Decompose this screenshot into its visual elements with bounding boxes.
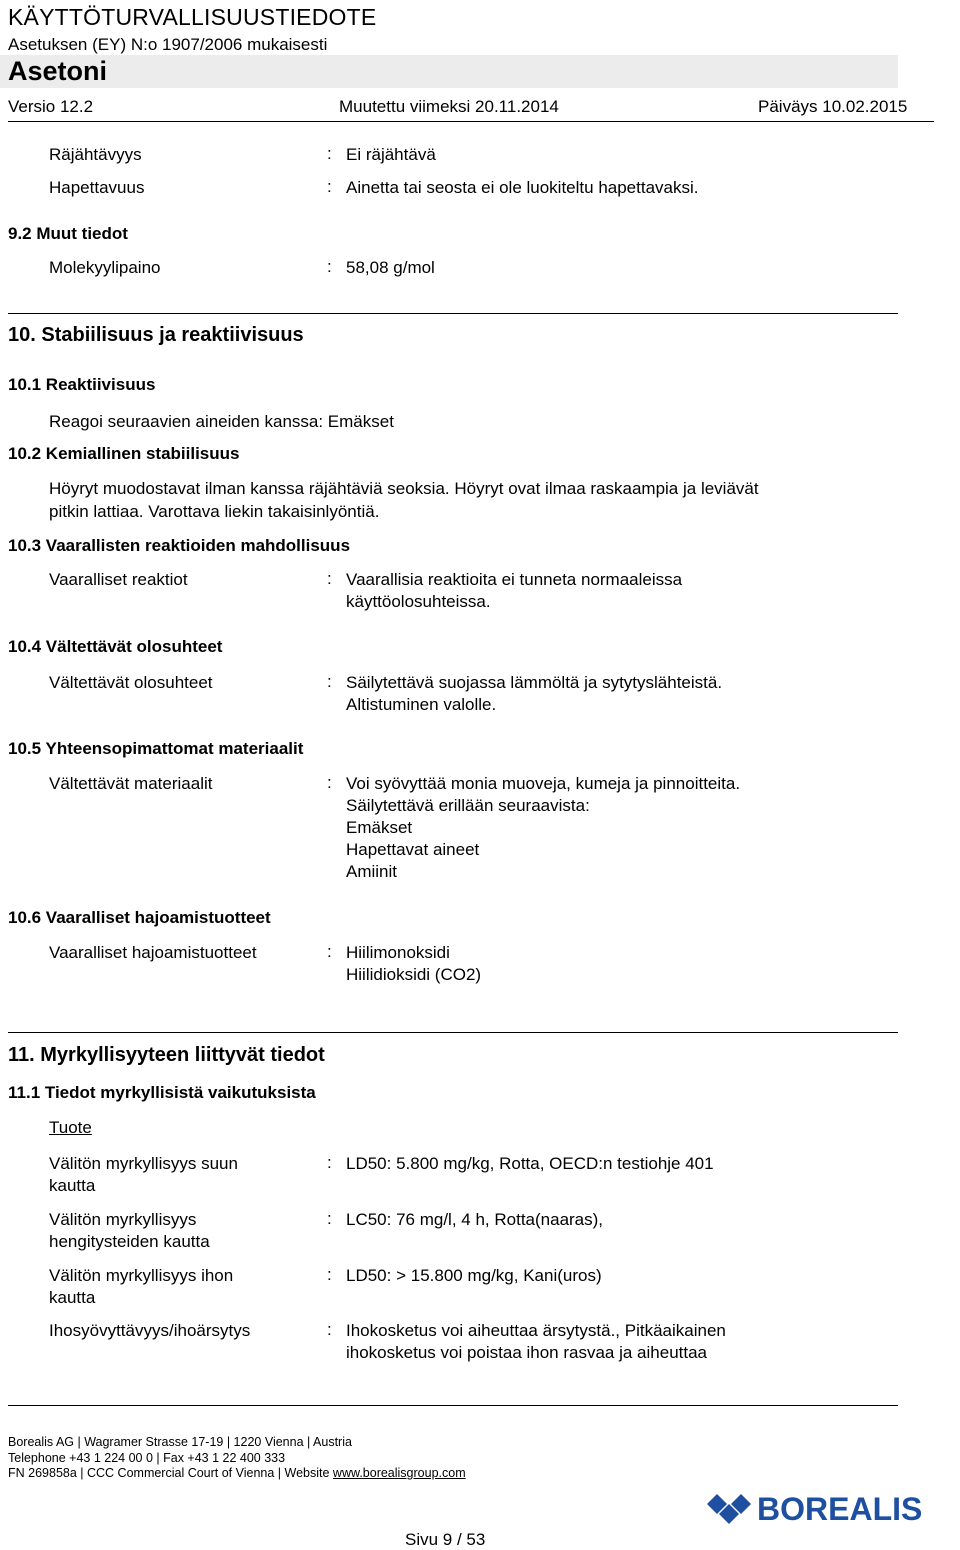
stability-text-line1: Höyryt muodostavat ilman kanssa räjähtäviä seoksia. Höyryt ovat ilmaa raskaampia ja leviävät (49, 479, 759, 498)
hazardous-reactions-value: Vaarallisia reaktioita ei tunneta normaaleissa käyttöolosuhteissa. (346, 570, 683, 611)
section-9-2-heading: 9.2 Muut tiedot (8, 224, 128, 243)
section-11-1-heading: 11.1 Tiedot myrkyllisistä vaikutuksista (8, 1083, 316, 1102)
prop-label-oxidizing: Hapettavuus (49, 178, 145, 197)
skin-corrosion-label: Ihosyövyttävyys/ihoärsytys (49, 1321, 251, 1340)
prop-label-explosive: Räjähtävyys (49, 145, 142, 164)
molecular-weight-label: Molekyylipaino (49, 258, 161, 277)
decomposition-products-value: Hiilimonoksidi Hiilidioksidi (CO2) (346, 943, 482, 984)
molecular-weight-value: 58,08 g/mol (346, 258, 435, 277)
footer-phone: Telephone +43 1 224 00 0 | Fax +43 1 22 400 333 (8, 1451, 286, 1465)
section-divider (8, 313, 898, 314)
prop-colon: : (327, 257, 332, 276)
conditions-to-avoid-label: Vältettävät olosuhteet (49, 673, 213, 692)
prop-value-oxidizing: Ainetta tai seosta ei ole luokiteltu hapettavaksi. (346, 178, 699, 197)
conditions-to-avoid-value: Säilytettävä suojassa lämmöltä ja sytytyslähteistä. Altistuminen valolle. (346, 673, 723, 714)
skin-corrosion-value: Ihokosketus voi aiheuttaa ärsytystä., Pitkäaikainen ihokosketus voi poistaa ihon rasvaa ja aiheuttaa (346, 1321, 726, 1362)
inhalation-toxicity-value: LC50: 76 mg/l, 4 h, Rotta(naaras), (346, 1210, 604, 1229)
prop-colon: : (327, 1265, 332, 1284)
section-divider (8, 1032, 898, 1033)
inhalation-toxicity-label: Välitön myrkyllisyys hengitysteiden kautta (49, 1210, 210, 1251)
incompatible-materials-value: Voi syövyttää monia muoveja, kumeja ja pinnoitteita. Säilytettävä erillään seuraavista: Emäkset Hapettavat aineet Amiinit (346, 774, 741, 881)
oral-toxicity-label: Välitön myrkyllisyys suun kautta (49, 1154, 238, 1195)
prop-colon: : (327, 672, 332, 691)
prop-colon: : (327, 773, 332, 792)
section-10-4-heading: 10.4 Vältettävät olosuhteet (8, 637, 223, 656)
section-10-1-heading: 10.1 Reaktiivisuus (8, 375, 156, 394)
document-title: KÄYTTÖTURVALLISUUSTIEDOTE (8, 4, 377, 30)
prop-value-explosive: Ei räjähtävä (346, 145, 436, 164)
decomposition-products-label: Vaaralliset hajoamistuotteet (49, 943, 257, 962)
prop-colon: : (327, 1209, 332, 1228)
prop-colon: : (327, 177, 332, 196)
product-band (0, 55, 898, 88)
hazardous-reactions-label: Vaaralliset reaktiot (49, 570, 188, 589)
section-10-6-heading: 10.6 Vaaralliset hajoamistuotteet (8, 908, 271, 927)
document-subtitle: Asetuksen (EY) N:o 1907/2006 mukaisesti (8, 35, 328, 54)
section-10-3-heading: 10.3 Vaarallisten reaktioiden mahdollisuus (8, 536, 351, 555)
incompatible-materials-label: Vältettävät materiaalit (49, 774, 213, 793)
logo-text: BOREALIS (757, 1491, 923, 1526)
footer-divider (8, 1405, 898, 1406)
stability-text-line2: pitkin lattiaa. Varottava liekin takaisinlyöntiä. (49, 502, 380, 521)
borealis-logo (705, 1488, 955, 1526)
footer-registry: FN 269858a | CCC Commercial Court of Vienna | Website www.borealisgroup.com (8, 1466, 466, 1480)
dermal-toxicity-value: LD50: > 15.800 mg/kg, Kani(uros) (346, 1266, 602, 1285)
version-line (8, 97, 934, 122)
section-10-2-heading: 10.2 Kemiallinen stabiilisuus (8, 444, 240, 463)
website-link[interactable]: www.borealisgroup.com (332, 1466, 466, 1480)
modified-date: Muutettu viimeksi 20.11.2014 (339, 97, 559, 116)
footer-address: Borealis AG | Wagramer Strasse 17-19 | 1220 Vienna | Austria (8, 1435, 352, 1449)
oral-toxicity-value: LD50: 5.800 mg/kg, Rotta, OECD:n testiohje 401 (346, 1154, 714, 1173)
dermal-toxicity-label: Välitön myrkyllisyys ihon kautta (49, 1266, 234, 1307)
prop-colon: : (327, 569, 332, 588)
section-10-5-heading: 10.5 Yhteensopimattomat materiaalit (8, 739, 304, 758)
section-10-heading: 10. Stabiilisuus ja reaktiivisuus (8, 324, 304, 346)
prop-colon: : (327, 1153, 332, 1172)
page-number: Sivu 9 / 53 (405, 1530, 486, 1549)
product-name: Asetoni (8, 56, 108, 86)
version: Versio 12.2 (8, 97, 94, 116)
section-11-heading: 11. Myrkyllisyyteen liittyvät tiedot (8, 1044, 325, 1066)
prop-colon: : (327, 1320, 332, 1339)
product-subheading: Tuote (49, 1118, 92, 1137)
reactivity-text: Reagoi seuraavien aineiden kanssa: Emäkset (49, 412, 394, 431)
prop-colon: : (327, 144, 332, 163)
issue-date: Päiväys 10.02.2015 (758, 97, 908, 116)
prop-colon: : (327, 942, 332, 961)
